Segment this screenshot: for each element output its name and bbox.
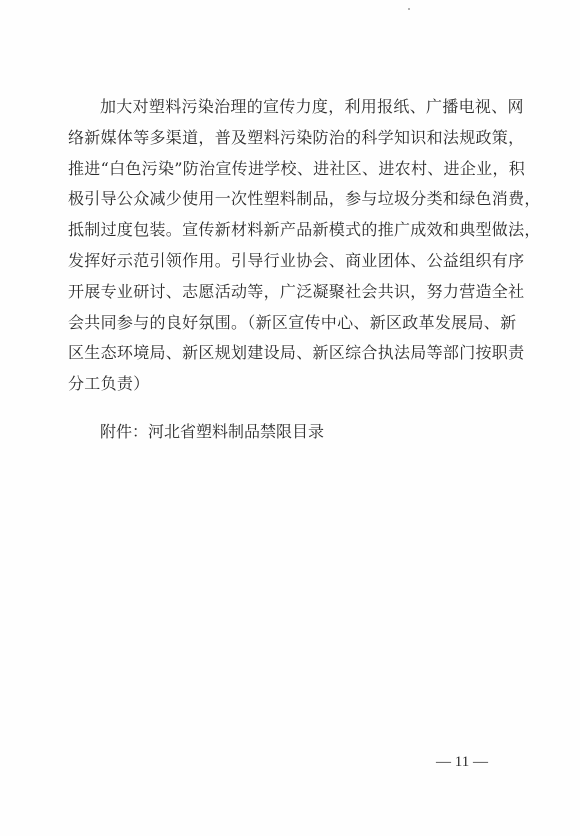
paragraph-line: 极引导公众减少使用一次性塑料制品，参与垃圾分类和绿色消费， [68,189,541,209]
page-number: — 11 — [436,754,488,770]
attachment-note: 附件：河北省塑料制品禁限目录 [100,422,325,441]
scan-speck [408,8,410,10]
paragraph-line: 发挥好示范引领作用。引导行业协会、商业团体、公益组织有序 [68,250,525,270]
paragraph-line: 推进“白色污染”防治宣传进学校、进社区、进农村、进企业，积 [68,158,526,178]
paragraph-line: 会共同参与的良好氛围。（新区宣传中心、新区政革发展局、新 [68,312,517,332]
paragraph-line: 加大对塑料污染治理的宣传力度，利用报纸、广播电视、网 [100,97,524,116]
paragraph-line: 抵制过度包装。宣传新材料新产品新模式的推广成效和典型做法， [68,220,541,240]
body-paragraph [68,92,541,400]
paragraph-line: 区生态环境局、新区规划建设局、新区综合执法局等部门按职责 [68,343,525,363]
paragraph-line: 开展专业研讨、志愿活动等，广泛凝聚社会共识，努力营造全社 [68,281,525,301]
paragraph-line: 分工负责） [68,374,150,394]
paragraph-line: 络新媒体等多渠道，普及塑料污染防治的科学知识和法规政策， [68,127,525,147]
